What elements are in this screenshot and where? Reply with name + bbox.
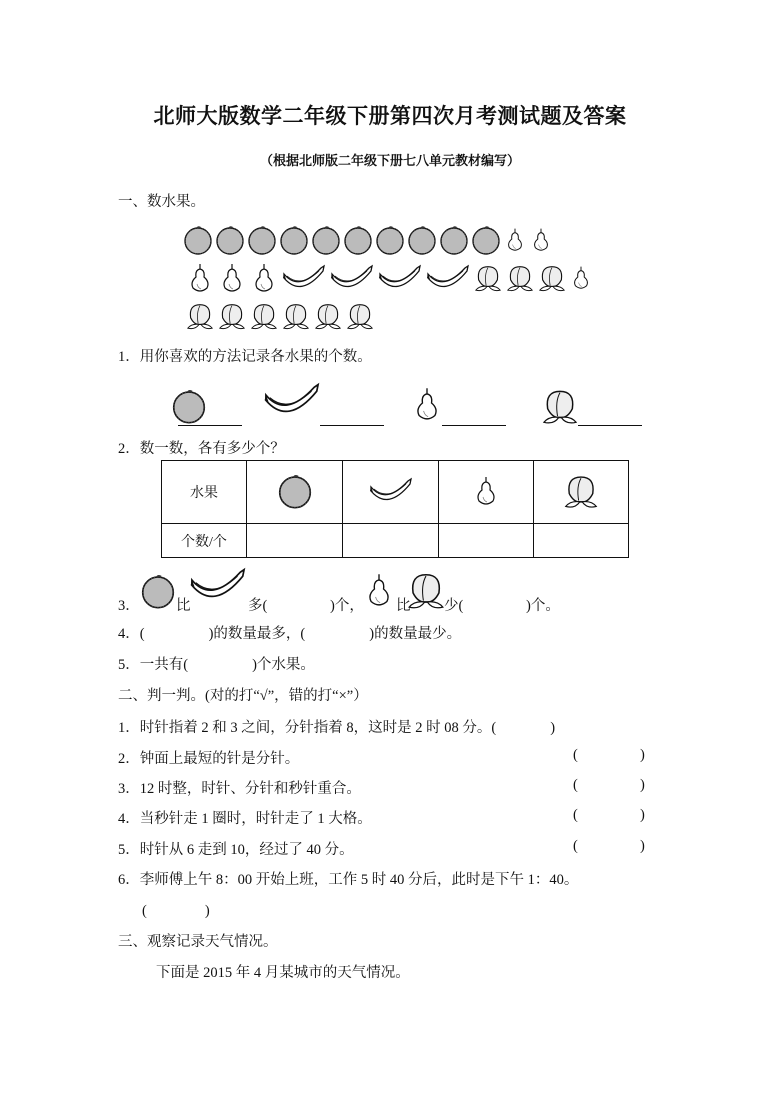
peach-icon	[562, 470, 600, 510]
orange-icon	[375, 222, 405, 256]
question-2: 2．数一数，各有多少个？	[118, 441, 285, 457]
banana-icon	[281, 260, 327, 294]
q3-compare-word-2: 比	[396, 598, 411, 614]
peach-icon	[537, 260, 567, 294]
table-cell-orange	[247, 461, 343, 524]
pear-icon	[217, 260, 247, 294]
pear-icon	[185, 260, 215, 294]
peach-icon	[217, 298, 247, 332]
q3-more-label: 多(	[248, 598, 268, 614]
fruit-row-1	[183, 222, 553, 256]
pear-count-blank[interactable]	[442, 424, 506, 426]
section3-intro: 下面是 2015 年 4 月某城市的天气情况。	[156, 965, 410, 981]
orange-icon	[439, 222, 469, 256]
page-subtitle: （根据北师版二年级下册七八单元教材编写）	[259, 154, 520, 169]
pear-icon	[249, 260, 279, 294]
q3-compare-word: 比	[176, 598, 191, 614]
banana-icon	[329, 260, 375, 294]
judge-item-1: 1．时针指着 2 和 3 之间，分针指着 8，这时是 2 时 08 分。( )	[118, 720, 556, 736]
peach-icon	[404, 567, 448, 611]
pear-icon	[362, 568, 396, 610]
peach-icon	[505, 260, 535, 294]
count-peach-input[interactable]	[534, 524, 629, 558]
orange-icon	[183, 222, 213, 256]
page-title: 北师大版数学二年级下册第四次月考测试题及答案	[153, 104, 627, 128]
table-cell-peach	[534, 461, 629, 524]
section3-heading: 三、观察记录天气情况。	[118, 934, 278, 950]
orange-icon	[407, 222, 437, 256]
pear-icon	[410, 382, 444, 424]
orange-icon	[140, 570, 176, 610]
table-cell-banana	[343, 461, 439, 524]
section2-heading: 二、判一判。(对的打“√”，错的打“×”）	[118, 688, 368, 704]
judge-item-2: 2．钟面上最短的针是分针。	[118, 751, 300, 767]
section1-heading: 一、数水果。	[118, 194, 205, 210]
fruit-row-2	[185, 260, 593, 294]
orange-icon	[471, 222, 501, 256]
pear-icon	[503, 222, 527, 256]
judge-answer-3-close: )	[640, 777, 645, 793]
orange-icon	[311, 222, 341, 256]
orange-count-blank[interactable]	[178, 424, 242, 426]
q3-less-unit: )个。	[526, 598, 560, 614]
orange-icon	[215, 222, 245, 256]
judge-answer-4-open[interactable]: (	[573, 807, 578, 823]
orange-icon	[170, 385, 208, 425]
count-pear-input[interactable]	[439, 524, 534, 558]
pear-icon	[471, 470, 501, 510]
banana-icon	[425, 260, 471, 294]
judge-item-4: 4．当秒针走 1 圈时，时针走了 1 大格。	[118, 811, 372, 827]
judge-answer-2-open[interactable]: (	[573, 747, 578, 763]
peach-count-blank[interactable]	[578, 424, 642, 426]
peach-icon	[249, 298, 279, 332]
count-banana-input[interactable]	[343, 524, 439, 558]
fruit-row-3	[185, 298, 375, 332]
banana-icon	[188, 562, 248, 606]
question-1: 1．用你喜欢的方法记录各水果的个数。	[118, 349, 372, 365]
judge-item-5: 5．时针从 6 走到 10，经过了 40 分。	[118, 842, 354, 858]
judge-answer-2-close: )	[640, 747, 645, 763]
question-4: 4．( )的数量最多，( )的数量最少。	[118, 626, 462, 642]
judge-item-6: 6．李师傅上午 8：00 开始上班，工作 5 时 40 分后，此时是下午 1：40。	[118, 872, 579, 888]
orange-icon	[277, 470, 313, 510]
judge-item-3: 3．12 时整，时针、分针和秒针重合。	[118, 781, 361, 797]
peach-icon	[345, 298, 375, 332]
banana-icon	[377, 260, 423, 294]
table-label-count: 个数/个	[162, 524, 247, 558]
judge-answer-5-open[interactable]: (	[573, 838, 578, 854]
table-cell-pear	[439, 461, 534, 524]
count-orange-input[interactable]	[247, 524, 343, 558]
judge-answer-3-open[interactable]: (	[573, 777, 578, 793]
question-3-num: 3．	[118, 598, 140, 614]
judge-answer-6[interactable]: ( )	[142, 903, 210, 919]
orange-icon	[279, 222, 309, 256]
peach-icon	[473, 260, 503, 294]
banana-icon	[368, 473, 414, 507]
pear-icon	[529, 222, 553, 256]
question-5: 5．一共有( )个水果。	[118, 657, 315, 673]
peach-icon	[540, 384, 580, 426]
orange-icon	[343, 222, 373, 256]
judge-answer-5-close: )	[640, 838, 645, 854]
q3-less-label: 少(	[444, 598, 464, 614]
peach-icon	[185, 298, 215, 332]
pear-icon	[569, 260, 593, 294]
table-label-fruit: 水果	[162, 461, 247, 524]
orange-icon	[247, 222, 277, 256]
banana-icon	[262, 378, 322, 420]
judge-answer-4-close: )	[640, 807, 645, 823]
peach-icon	[281, 298, 311, 332]
peach-icon	[313, 298, 343, 332]
q3-more-unit: )个，	[330, 598, 364, 614]
fruit-count-table	[161, 460, 629, 558]
banana-count-blank[interactable]	[320, 424, 384, 426]
